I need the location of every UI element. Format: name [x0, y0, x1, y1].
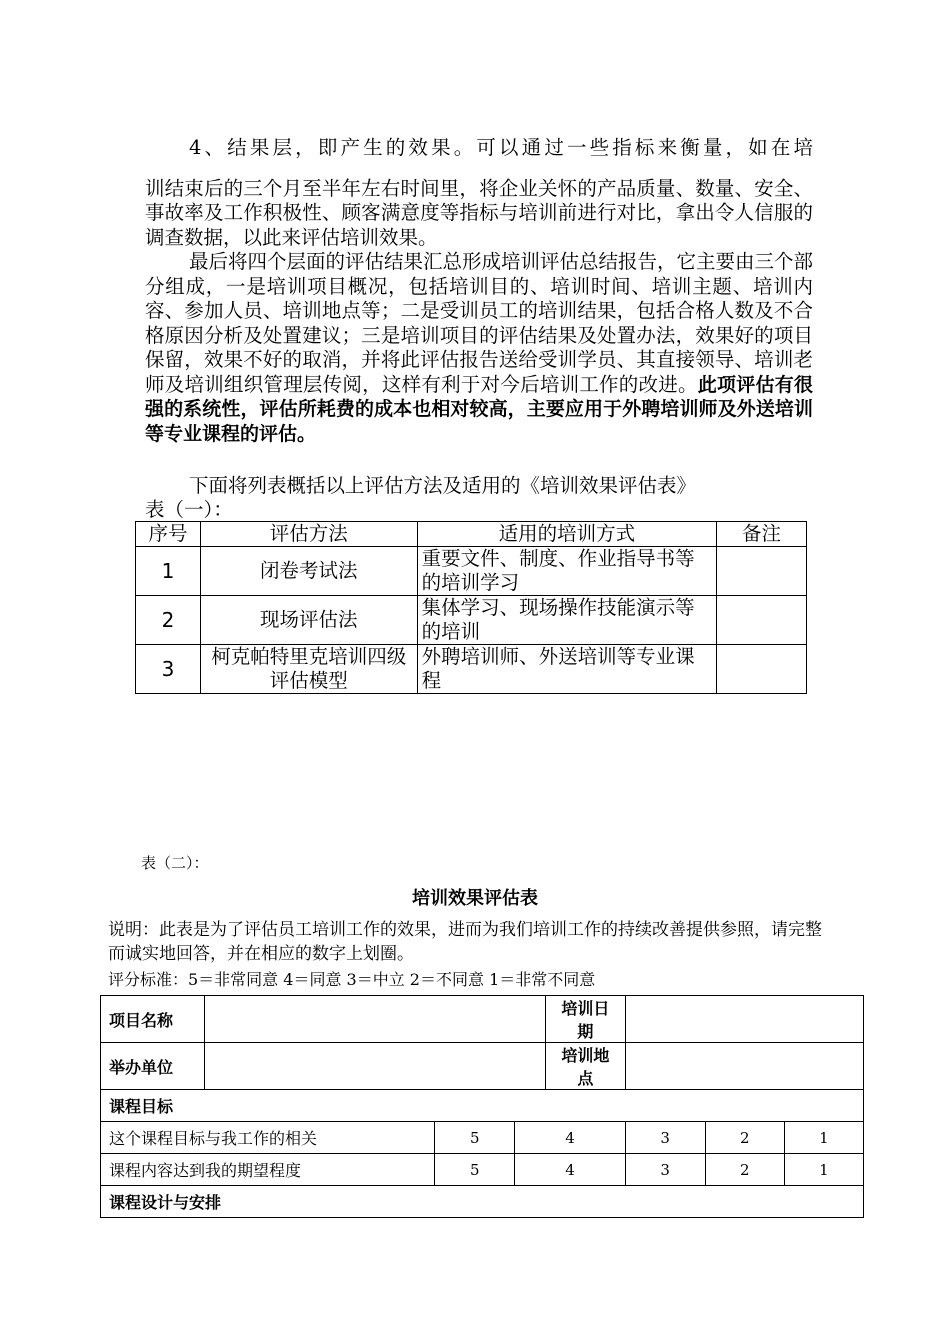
row-mode: 重要文件、制度、作业指导书等的培训学习 — [417, 547, 717, 596]
row-method: 柯克帕特里克培训四级评估模型 — [200, 645, 417, 694]
paragraph-result-level-body: 训结束后的三个月至半年左右时间里，将企业关怀的产品质量、数量、安全、事故率及工作积极性、顾客满意度等指标与培训前进行对比，拿出令人信服的调查数据，以此来评估培训效果。 — [145, 176, 813, 249]
row-method: 现场评估法 — [200, 596, 417, 645]
rating-row — [101, 1122, 864, 1154]
row-number: 2 — [136, 596, 201, 645]
organizer-field[interactable] — [205, 1043, 546, 1090]
score-1[interactable]: 1 — [784, 1154, 863, 1186]
evaluation-methods-table — [135, 521, 807, 694]
form-row-project — [101, 996, 864, 1043]
score-3[interactable]: 3 — [625, 1122, 705, 1154]
paragraph-result-level-first-line: 4、结果层，即产生的效果。可以通过一些指标来衡量，如在培 — [189, 136, 813, 159]
paragraph-summary-report — [145, 250, 813, 446]
rating-item-text: 课程内容达到我的期望程度 — [101, 1154, 435, 1186]
project-name-field[interactable] — [205, 996, 546, 1043]
paragraph-result-level — [145, 136, 813, 250]
training-date-field[interactable] — [625, 996, 863, 1043]
project-name-label: 项目名称 — [101, 996, 205, 1043]
row-mode: 外聘培训师、外送培训等专业课程 — [417, 645, 717, 694]
organizer-label: 举办单位 — [101, 1043, 205, 1090]
row-note — [717, 645, 807, 694]
training-date-label: 培训日期 — [546, 996, 625, 1043]
table1-caption: 表（一）： — [145, 498, 233, 521]
header-no: 序号 — [136, 522, 201, 547]
score-2[interactable]: 2 — [705, 1154, 784, 1186]
form-description: 说明：此表是为了评估员工培训工作的效果，进而为我们培训工作的持续改善提供参照，请完整而诚实地回答，并在相应的数字上划圈。 — [108, 920, 822, 964]
summary-report-text: 最后将四个层面的评估结果汇总形成培训评估总结报告，它主要由三个部分组成，一是培训项目概况，包括培训目的、培训时间、培训主题、培训内容、参加人员、培训地点等；二是受训员工的培训结果，包括合格人数及不合格原因分析及处置建议；三是培训项目的评估结果及处置办法，效果好的项目保留，效果不好的取消，并将此评估报告送给受训学员、其直接领导、培训老师及培训组织管理层传阅，这样有利于对今后培训工作的改进。 — [145, 250, 814, 396]
rating-item-text: 这个课程目标与我工作的相关 — [101, 1122, 435, 1154]
summary-report-bold-text: 此项评估有很强的系统性，评估所耗费的成本也相对较高，主要应用于外聘培训师及外送培训等专业课程的评估。 — [145, 373, 813, 445]
score-4[interactable]: 4 — [515, 1122, 625, 1154]
score-5[interactable]: 5 — [435, 1154, 515, 1186]
score-5[interactable]: 5 — [435, 1122, 515, 1154]
score-3[interactable]: 3 — [625, 1154, 705, 1186]
score-4[interactable]: 4 — [515, 1154, 625, 1186]
row-note — [717, 596, 807, 645]
paragraph-table-intro: 下面将列表概括以上评估方法及适用的《培训效果评估表》 — [189, 474, 697, 497]
row-method: 闭卷考试法 — [200, 547, 417, 596]
header-note: 备注 — [717, 522, 807, 547]
header-method: 评估方法 — [200, 522, 417, 547]
table-row — [136, 547, 807, 596]
training-evaluation-form — [100, 995, 864, 1218]
form-title: 培训效果评估表 — [412, 888, 538, 909]
section-course-objectives: 课程目标 — [101, 1090, 864, 1122]
row-number: 3 — [136, 645, 201, 694]
section-row — [101, 1090, 864, 1122]
row-mode: 集体学习、现场操作技能演示等的培训 — [417, 596, 717, 645]
section-course-design: 课程设计与安排 — [101, 1186, 864, 1218]
table-header-row — [136, 522, 807, 547]
form-row-organizer — [101, 1043, 864, 1090]
table-row — [136, 596, 807, 645]
rating-scale: 评分标准：5＝非常同意 4＝同意 3＝中立 2＝不同意 1＝非常不同意 — [108, 970, 596, 989]
score-2[interactable]: 2 — [705, 1122, 784, 1154]
training-place-label: 培训地点 — [546, 1043, 625, 1090]
table-row — [136, 645, 807, 694]
table2-caption: 表（二）： — [141, 854, 209, 872]
section-row — [101, 1186, 864, 1218]
header-mode: 适用的培训方式 — [417, 522, 717, 547]
row-number: 1 — [136, 547, 201, 596]
rating-row — [101, 1154, 864, 1186]
score-1[interactable]: 1 — [784, 1122, 863, 1154]
row-note — [717, 547, 807, 596]
training-place-field[interactable] — [625, 1043, 863, 1090]
